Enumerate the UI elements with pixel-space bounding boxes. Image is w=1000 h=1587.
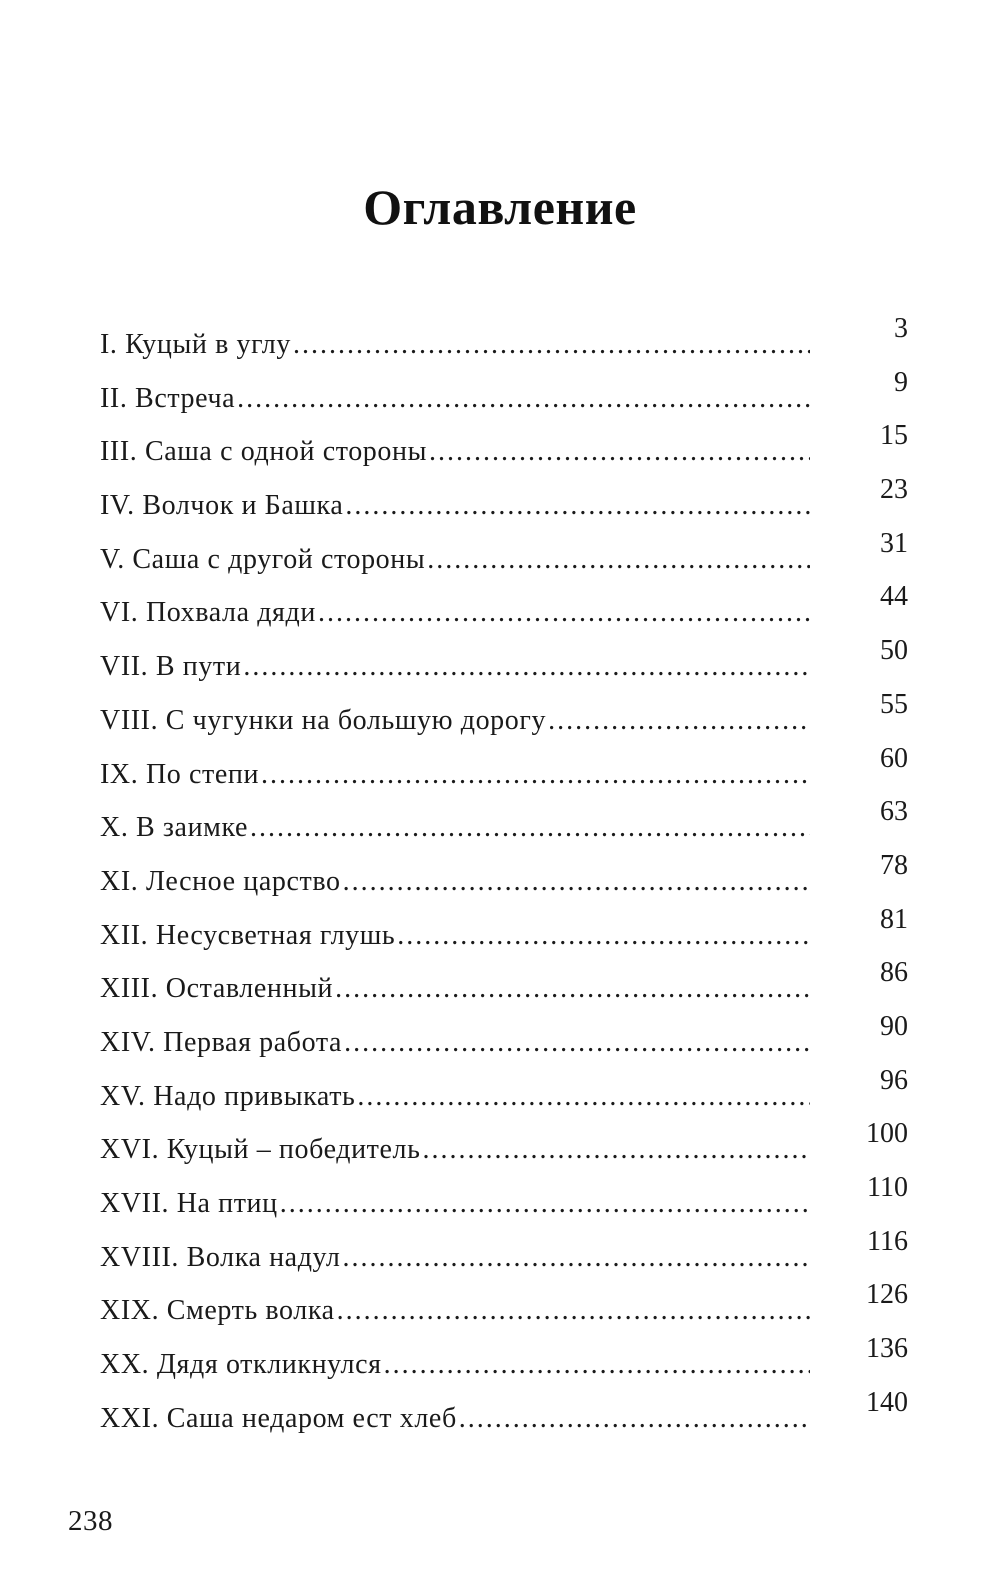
toc-entry <box>100 634 920 688</box>
toc-entry-title: XVIII. Волка надул <box>100 1241 341 1273</box>
toc-entry-page: 116 <box>867 1225 908 1257</box>
toc-entry <box>100 742 920 796</box>
dot-leader <box>422 1133 810 1167</box>
dot-leader <box>237 382 810 416</box>
toc-entry-page: 136 <box>866 1333 908 1365</box>
toc-entry-page: 140 <box>866 1386 908 1418</box>
toc-entry-title: II. Встреча <box>100 382 236 414</box>
toc-entry-page: 90 <box>880 1010 908 1042</box>
dot-leader <box>429 435 810 469</box>
toc-entry-page: 50 <box>880 635 908 667</box>
toc-entry <box>100 849 920 903</box>
dot-leader <box>280 1187 810 1221</box>
page-title: Оглавление <box>363 179 637 235</box>
toc-entry-title: IV. Волчок и Башка <box>100 490 344 522</box>
toc-entry-title: VI. Похвала дяди <box>100 597 316 629</box>
toc-entry-page: 81 <box>880 903 908 935</box>
toc-entry-page: 96 <box>880 1064 908 1096</box>
toc-entry-title: XV. Надо привыкать <box>100 1080 356 1112</box>
toc-entry-page: 44 <box>880 581 908 613</box>
toc-entry-title: XVII. На птиц <box>100 1188 278 1219</box>
toc-entry-title: XVI. Куцый – победитель <box>100 1134 421 1166</box>
dot-leader <box>261 758 810 792</box>
dot-leader <box>427 543 810 577</box>
toc-entry-title: III. Саша с одной стороны <box>100 436 427 468</box>
toc-entry <box>100 1171 920 1225</box>
page-number: 238 <box>68 1505 113 1537</box>
toc-entry <box>100 527 920 581</box>
toc-entry-page: 100 <box>866 1118 908 1150</box>
toc-entry <box>100 1278 920 1332</box>
toc-entry-title: XX. Дядя откликнулся <box>100 1349 382 1381</box>
toc-entry <box>100 1117 920 1171</box>
toc-entry-page: 86 <box>880 957 908 989</box>
toc-entry-page: 55 <box>880 688 908 720</box>
toc-entry <box>100 795 920 849</box>
toc-entry-title: X. В заимке <box>100 812 249 844</box>
toc-entry-page: 63 <box>880 796 908 828</box>
toc-entry-page: 15 <box>880 420 908 452</box>
toc-entry-page: 23 <box>880 474 908 506</box>
toc-entry-title: XIV. Первая работа <box>100 1026 343 1058</box>
dot-leader <box>345 489 810 523</box>
dot-leader <box>318 596 810 630</box>
toc-entry-title: XII. Несусветная глушь <box>100 919 396 951</box>
toc-entry-title: XXI. Саша недаром ест хлеб <box>100 1402 457 1434</box>
toc-entry-title: I. Куцый в углу <box>100 329 291 360</box>
toc-entry-title: VIII. С чугунки на большую дорогу <box>100 704 547 736</box>
toc-entry <box>100 688 920 742</box>
toc-entry <box>100 903 920 957</box>
toc-entry <box>100 473 920 527</box>
toc-entry <box>100 1386 920 1440</box>
dot-leader <box>337 1294 810 1328</box>
toc-entry-page: 60 <box>880 742 908 774</box>
dot-leader <box>548 704 810 738</box>
toc-entry-title: VII. В пути <box>100 651 242 683</box>
toc-entry-page: 3 <box>894 313 908 344</box>
toc-entry-title: V. Саша с другой стороны <box>100 543 426 575</box>
toc-entry-title: IX. По степи <box>100 758 260 790</box>
toc-entry-title: XI. Лесное царство <box>100 865 341 897</box>
dot-leader <box>459 1402 810 1436</box>
toc-entry <box>100 1064 920 1118</box>
dot-leader <box>344 1026 810 1060</box>
toc-entry <box>100 419 920 473</box>
dot-leader <box>250 811 810 845</box>
dot-leader <box>343 865 810 899</box>
dot-leader <box>384 1348 810 1382</box>
dot-leader <box>293 328 810 362</box>
dot-leader <box>343 1241 810 1275</box>
toc-entry <box>100 1225 920 1279</box>
toc-entry <box>100 366 920 420</box>
toc-entry-page: 9 <box>894 366 908 398</box>
toc-entry <box>100 580 920 634</box>
toc-entry <box>100 1010 920 1064</box>
toc-entry-title: XIX. Смерть волка <box>100 1295 335 1327</box>
toc-entry <box>100 1332 920 1386</box>
dot-leader <box>357 1080 810 1114</box>
toc-entry-page: 126 <box>866 1279 908 1311</box>
dot-leader <box>397 919 810 953</box>
toc-entry-page: 110 <box>867 1172 908 1203</box>
toc-entry-page: 31 <box>880 527 908 559</box>
toc-entry-page: 78 <box>880 849 908 881</box>
table-of-contents <box>100 312 920 1439</box>
toc-entry <box>100 312 920 366</box>
toc-entry-title: XIII. Оставленный <box>100 973 334 1005</box>
toc-entry <box>100 956 920 1010</box>
dot-leader <box>335 972 810 1006</box>
dot-leader <box>243 650 810 684</box>
